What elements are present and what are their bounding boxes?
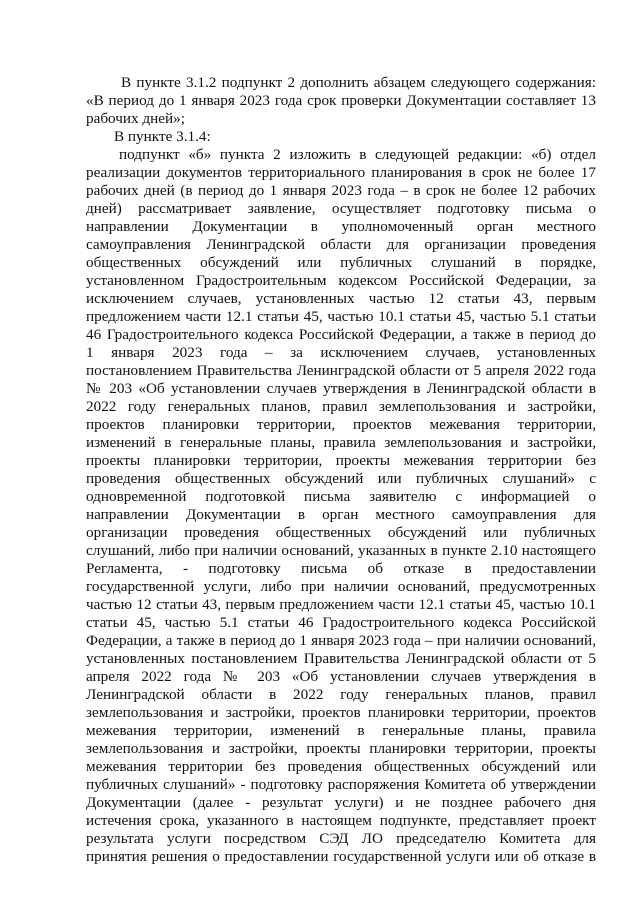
text-line: слушаний, либо при наличии оснований, указанных в пункте 2.10 настоящего (86, 542, 596, 559)
text-line: апреля 2022 года № 203 «Об установлении случаев утверждения в (86, 668, 596, 685)
text-line: рабочих дней»; (86, 110, 185, 127)
text-line: № 203 «Об установлении случаев утверждения в Ленинградской области в (86, 380, 596, 397)
text-line: Ленинградской области в 2022 году генеральных планов, правил (86, 686, 596, 703)
text-line: В пункте 3.1.2 подпункт 2 дополнить абзацем следующего содержания: (121, 74, 596, 91)
text-line: принятия решения о предоставлении государственной услуги или об отказе в (86, 848, 596, 865)
text-line: государственной услуги, либо при наличии оснований, предусмотренных (86, 578, 596, 595)
text-line: общественных обсуждений или публичных слушаний в порядке, (86, 254, 596, 271)
text-line: землепользования и застройки, проекты планировки территории, проекты (86, 740, 596, 757)
text-line: рабочих дней (в период до 1 января 2023 года – в срок не более 12 рабочих (86, 182, 596, 199)
text-line: направлении Документации в орган местного самоуправления для (86, 506, 596, 523)
text-line: одновременной подготовкой письма заявителю с информацией о (86, 488, 596, 505)
text-line: 46 Градостроительного кодекса Российской Федерации, а также в период до (86, 326, 596, 343)
text-line: самоуправления Ленинградской области для организации проведения (86, 236, 596, 253)
text-line: изменений в генеральные планы, правила землепользования и застройки, (86, 434, 596, 451)
text-line: Федерации, а также в период до 1 января 2023 года – при наличии оснований, (86, 632, 596, 649)
text-line: предложением части 12.1 статьи 45, частью 10.1 статьи 45, частью 5.1 статьи (86, 308, 596, 325)
text-line: подпункт «б» пункта 2 изложить в следующей редакции: «б) отдел (119, 146, 596, 163)
text-line: истечения срока, указанного в настоящем подпункте, представляет проект (86, 812, 596, 829)
text-line: проектов планировки территории, проектов межевания территории, (86, 416, 596, 433)
text-line: проведения общественных обсуждений или публичных слушаний» с (86, 470, 596, 487)
text-line: статьи 45, частью 5.1 статьи 46 Градостроительного кодекса Российской (86, 614, 596, 631)
text-line: частью 12 статьи 43, первым предложением части 12.1 статьи 45, частью 10.1 (86, 596, 596, 613)
text-line: межевания территории, изменений в генеральные планы, правила (86, 722, 596, 739)
text-line: «В период до 1 января 2023 года срок проверки Документации составляет 13 (86, 92, 596, 109)
text-line: исключением случаев, установленных частью 12 статьи 43, первым (86, 290, 596, 307)
text-line: 2022 году генеральных планов, правил землепользования и застройки, (86, 398, 596, 415)
text-line: установленном Градостроительным кодексом Российской Федерации, за (86, 272, 596, 289)
text-line: проекты планировки территории, проекты межевания территории без (86, 452, 596, 469)
text-line: дней) рассматривает заявление, осуществляет подготовку письма о (86, 200, 596, 217)
text-line: организации проведения общественных обсуждений или публичных (86, 524, 596, 541)
text-line: постановлением Правительства Ленинградской области от 5 апреля 2022 года (86, 362, 596, 379)
text-line: направлении Документации в уполномоченный орган местного (86, 218, 596, 235)
text-line: В пункте 3.1.4: (114, 128, 211, 145)
text-line: 1 января 2023 года – за исключением случаев, установленных (86, 344, 596, 361)
text-line: межевания территории без проведения общественных обсуждений или (86, 758, 596, 775)
text-line: публичных слушаний» - подготовку распоряжения Комитета об утверждении (86, 776, 596, 793)
text-line: Регламента, - подготовку письма об отказе в предоставлении (86, 560, 596, 577)
text-line: землепользования и застройки, проектов планировки территории, проектов (86, 704, 596, 721)
text-line: результата услуги посредством СЭД ЛО председателю Комитета для (86, 830, 596, 847)
text-line: реализации документов территориального планирования в срок не более 17 (86, 164, 596, 181)
text-line: Документации (далее - результат услуги) и не позднее рабочего дня (86, 794, 596, 811)
text-line: установленных постановлением Правительства Ленинградской области от 5 (86, 650, 596, 667)
